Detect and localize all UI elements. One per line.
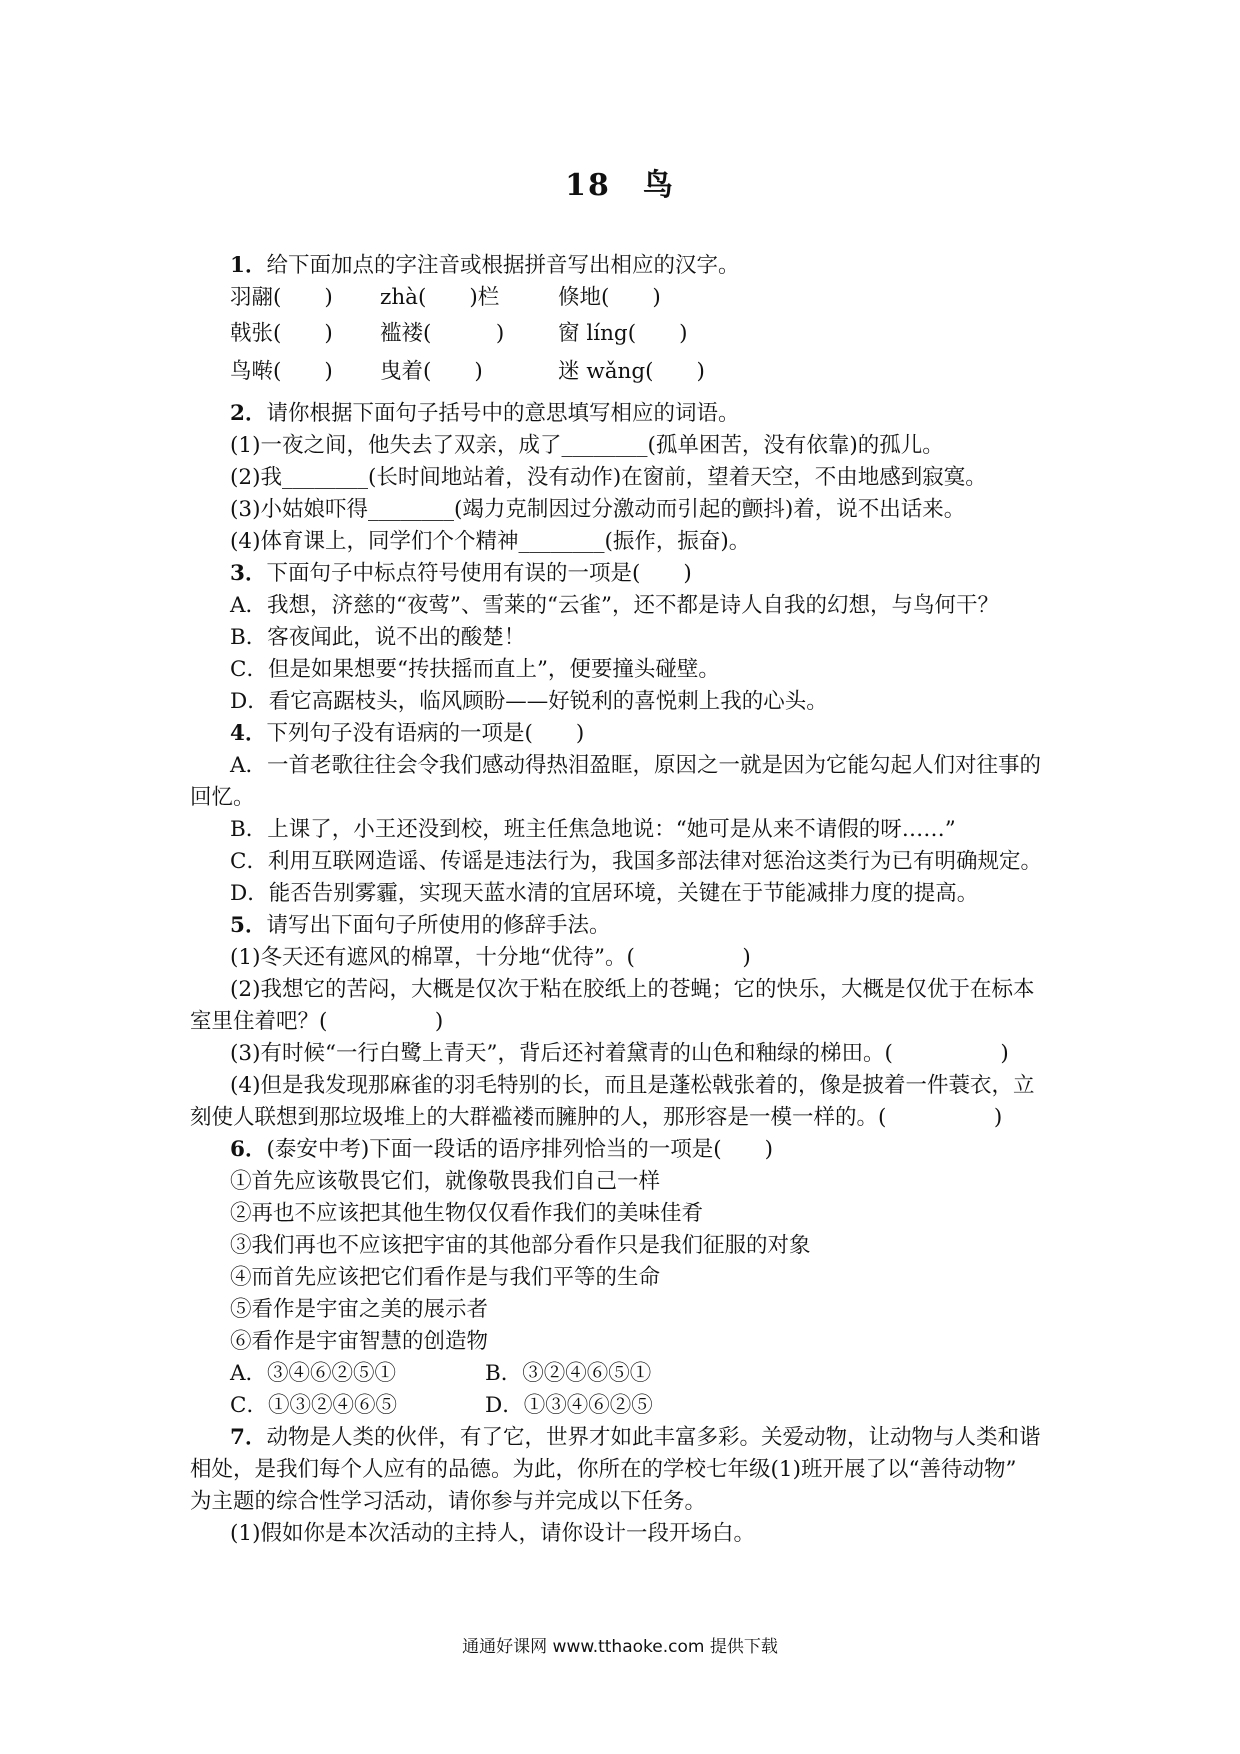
question-item: (4)体育课上，同学们个个精神________(振作，振奋)。 [230, 529, 751, 554]
question-number: 3． [230, 561, 267, 586]
answer-option: B．客夜闻此，说不出的酸楚！ [230, 625, 526, 650]
question-text: 请你根据下面句子括号中的意思填写相应的词语。 [266, 401, 740, 426]
word-item: 戟张( ) [230, 321, 333, 346]
answer-option: C．①③②④⑥⑤ [230, 1393, 397, 1418]
question-5 [230, 910, 610, 942]
word-item: 曳着( ) [380, 359, 483, 384]
sequence-item: ⑤看作是宇宙之美的展示者 [230, 1297, 489, 1322]
answer-option: B．③②④⑥⑤① [485, 1361, 652, 1386]
question-item: (4)但是我发现那麻雀的羽毛特别的长，而且是蓬松戟张着的，像是披着一件蓑衣，立 [230, 1073, 1035, 1098]
word-item: 窗 líng( ) [558, 321, 688, 346]
question-item: (3)小姑娘吓得________(竭力克制因过分激动而引起的颤抖)着，说不出话来。 [230, 497, 966, 522]
question-1 [230, 250, 739, 282]
question-text: 下面句子中标点符号使用有误的一项是( ) [266, 561, 692, 586]
question-text: 给下面加点的字注音或根据拼音写出相应的汉字。 [266, 253, 740, 278]
sequence-item: ④而首先应该把它们看作是与我们平等的生命 [230, 1265, 661, 1290]
question-item: (3)有时候“一行白鹭上青天”，背后还衬着黛青的山色和釉绿的梯田。( ) [230, 1041, 1009, 1066]
question-number: 5． [230, 913, 267, 938]
question-7 [230, 1422, 1040, 1454]
question-6 [230, 1134, 773, 1166]
answer-option: D．①③④⑥②⑤ [485, 1393, 653, 1418]
footer-source: 通通好课网 www.tthaoke.com 提供下载 [462, 1637, 778, 1657]
question-text-continued: 相处，是我们每个人应有的品德。为此，你所在的学校七年级(1)班开展了以“善待动物” [190, 1457, 1017, 1482]
sequence-item: ①首先应该敬畏它们，就像敬畏我们自己一样 [230, 1169, 661, 1194]
question-number: 7． [230, 1425, 267, 1450]
question-3 [230, 558, 692, 590]
answer-option-continued: 回忆。 [190, 785, 255, 810]
page-title: 18 鸟 [565, 168, 675, 203]
question-item: (1)假如你是本次活动的主持人，请你设计一段开场白。 [230, 1521, 755, 1546]
word-item: 褴褛( ) [380, 321, 505, 346]
question-number: 4． [230, 721, 267, 746]
question-item: (1)一夜之间，他失去了双亲，成了________(孤单困苦，没有依靠)的孤儿。 [230, 433, 944, 458]
answer-option: A．③④⑥②⑤① [230, 1361, 397, 1386]
question-number: 2． [230, 401, 267, 426]
word-item: 鸟啭( ) [230, 359, 333, 384]
sequence-item: ③我们再也不应该把宇宙的其他部分看作只是我们征服的对象 [230, 1233, 811, 1258]
question-item: (2)我想它的苦闷，大概是仅次于粘在胶纸上的苍蝇；它的快乐，大概是仅优于在标本 [230, 977, 1035, 1002]
answer-option: C．但是如果想要“抟扶摇而直上”，便要撞头碰壁。 [230, 657, 720, 682]
question-text: 下列句子没有语病的一项是( ) [266, 721, 585, 746]
answer-option: B．上课了，小王还没到校，班主任焦急地说：“她可是从来不请假的呀……” [230, 817, 956, 842]
question-number: 6． [230, 1137, 267, 1162]
question-text-continued: 为主题的综合性学习活动，请你参与并完成以下任务。 [190, 1489, 707, 1514]
word-item: 倏地( ) [558, 285, 661, 310]
question-item-continued: 刻使人联想到那垃圾堆上的大群褴褛而臃肿的人，那形容是一模一样的。( ) [190, 1105, 1003, 1130]
question-4 [230, 718, 584, 750]
word-item: 迷 wǎng( ) [558, 359, 705, 384]
question-item: (2)我________(长时间地站着，没有动作)在窗前，望着天空，不由地感到寂寞。 [230, 465, 987, 490]
question-item-continued: 室里住着吧？( ) [190, 1009, 444, 1034]
answer-option: A．一首老歌往往会令我们感动得热泪盈眶，原因之一就是因为它能勾起人们对往事的 [230, 753, 1042, 778]
word-item: 羽翮( ) [230, 285, 333, 310]
question-text: (泰安中考)下面一段话的语序排列恰当的一项是( ) [266, 1137, 774, 1162]
answer-option: A．我想，济慈的“夜莺”、雪莱的“云雀”，还不都是诗人自我的幻想，与鸟何干？ [230, 593, 999, 618]
question-text: 动物是人类的伙伴，有了它，世界才如此丰富多彩。关爱动物，让动物与人类和谐 [266, 1425, 1041, 1450]
word-item: zhà( )栏 [380, 285, 500, 310]
answer-option: D．看它高踞枝头，临风顾盼——好锐利的喜悦刺上我的心头。 [230, 689, 828, 714]
question-number: 1． [230, 253, 267, 278]
question-2 [230, 398, 739, 430]
answer-option: D．能否告别雾霾，实现天蓝水清的宜居环境，关键在于节能减排力度的提高。 [230, 881, 979, 906]
sequence-item: ②再也不应该把其他生物仅仅看作我们的美味佳肴 [230, 1201, 704, 1226]
sequence-item: ⑥看作是宇宙智慧的创造物 [230, 1329, 489, 1354]
answer-option: C．利用互联网造谣、传谣是违法行为，我国多部法律对惩治这类行为已有明确规定。 [230, 849, 1042, 874]
question-text: 请写出下面句子所使用的修辞手法。 [266, 913, 611, 938]
question-item: (1)冬天还有遮风的棉罩，十分地“优待”。( ) [230, 945, 751, 970]
